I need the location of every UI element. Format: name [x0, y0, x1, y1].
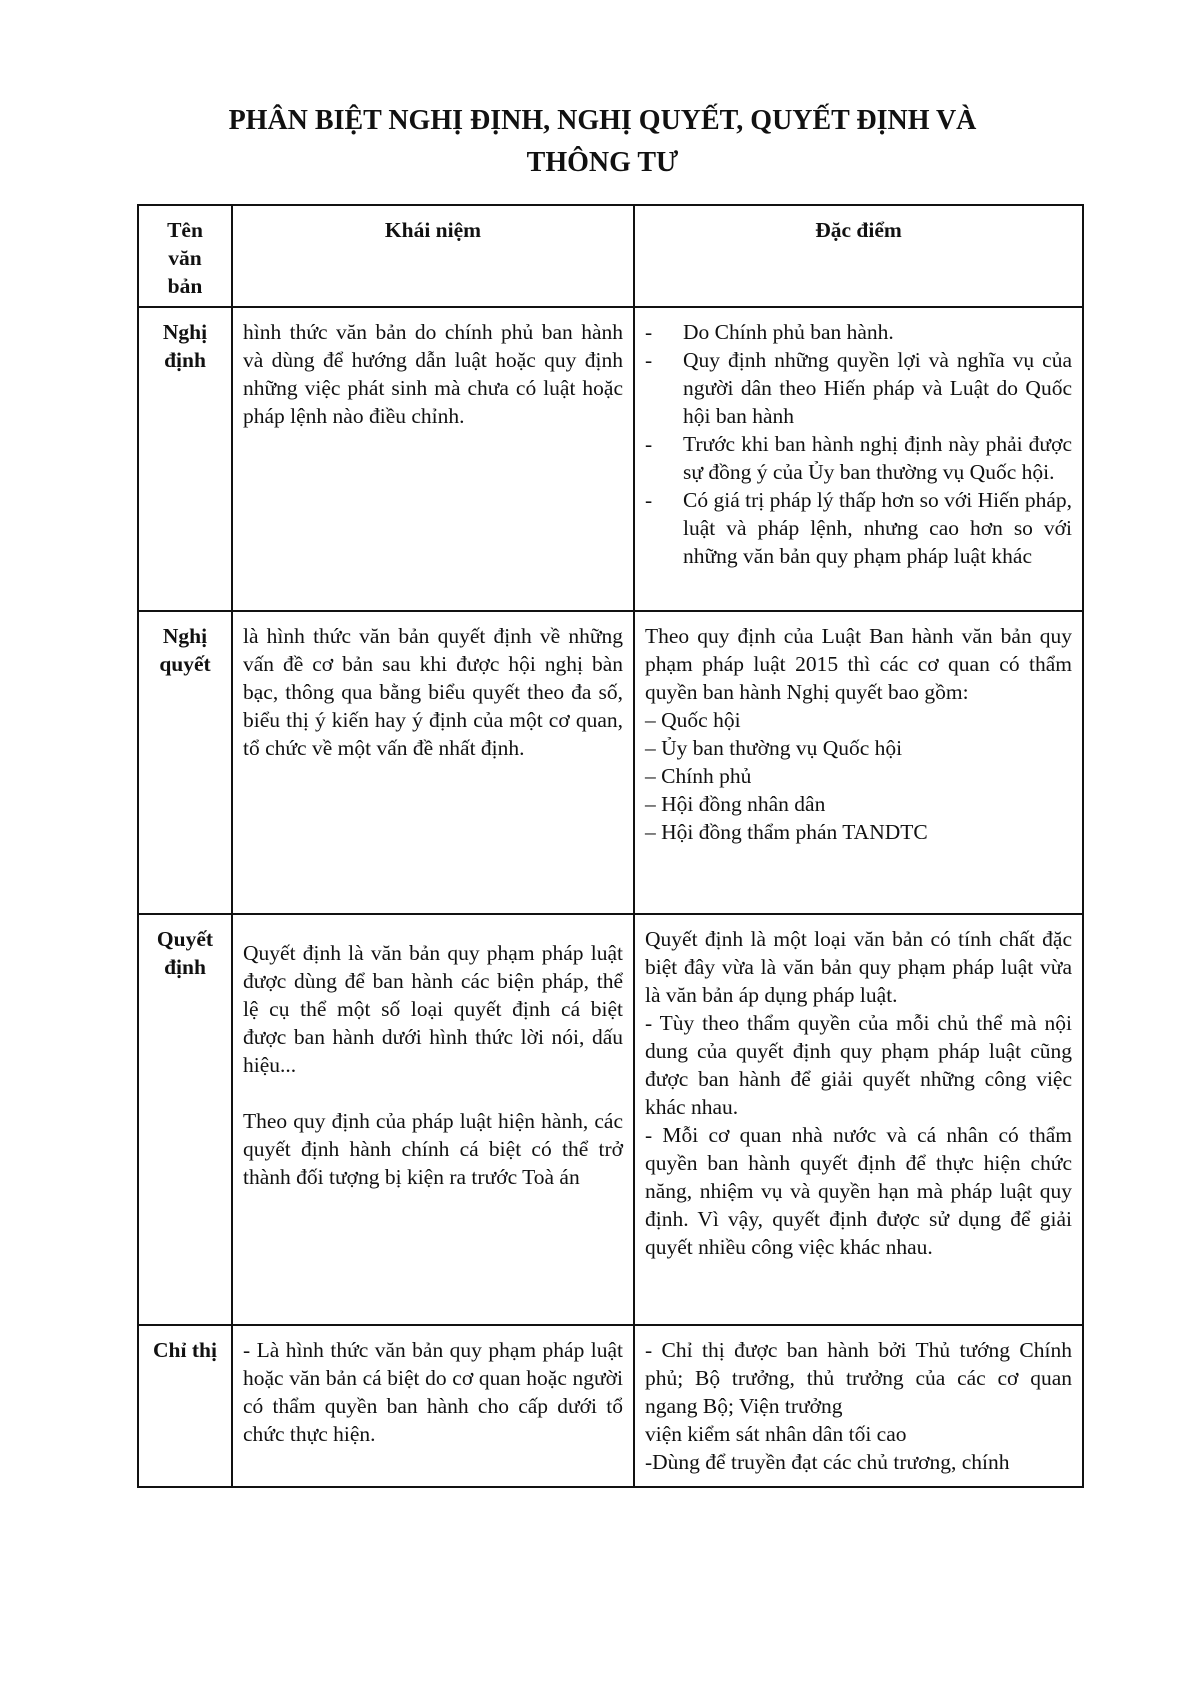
table-header-row: [138, 205, 1083, 307]
table-row: [138, 611, 1083, 914]
header-concept: Khái niệm: [232, 205, 634, 307]
header-document-name: Tên văn bản: [138, 205, 232, 307]
list-item: - Trước khi ban hành nghị định này phải được sự đồng ý của Ủy ban thường vụ Quốc hội.: [645, 430, 1072, 486]
title-line-2: THÔNG TƯ: [526, 147, 679, 178]
list-item: – Ủy ban thường vụ Quốc hội: [645, 736, 903, 760]
row-name: Chỉ thị: [138, 1325, 232, 1487]
row-concept: [232, 307, 634, 611]
header-features: Đặc điểm: [634, 205, 1083, 307]
features-paragraph: - Tùy theo thẩm quyền của mỗi chủ thể mà nội dung của quyết định quy phạm pháp luật cũng được ban hành để giải quyết những công việc khác nhau.: [645, 1011, 1072, 1119]
row-features: [634, 611, 1083, 914]
features-paragraph: viện kiểm sát nhân dân tối cao: [645, 1422, 907, 1446]
row-concept: [232, 611, 634, 914]
concept-paragraph: Quyết định là văn bản quy phạm pháp luật được dùng để ban hành các biện pháp, thể lệ cụ thể một số loại quyết định cá biệt được ban hành dưới hình thức lời nói, dấu hiệu...: [243, 941, 623, 1077]
row-name: Nghị quyết: [138, 611, 232, 914]
list-item: – Chính phủ: [645, 764, 752, 788]
features-list: [645, 318, 1072, 570]
table-row: [138, 914, 1083, 1325]
row-features: [634, 914, 1083, 1325]
list-item: – Hội đồng thẩm phán TANDTC: [645, 820, 928, 844]
list-item: – Hội đồng nhân dân: [645, 792, 826, 816]
features-paragraph: Quyết định là một loại văn bản có tính chất đặc biệt đây vừa là văn bản quy phạm pháp luật vừa là văn bản áp dụng pháp luật.: [645, 927, 1072, 1007]
list-item: - Do Chính phủ ban hành.: [645, 318, 1072, 346]
row-features: [634, 307, 1083, 611]
row-concept: [232, 1325, 634, 1487]
concept-paragraph: Theo quy định của pháp luật hiện hành, các quyết định hành chính cá biệt có thể trở thành đối tượng bị kiện ra trước Toà án: [243, 1109, 623, 1189]
row-name: Quyết định: [138, 914, 232, 1325]
features-paragraph: - Chỉ thị được ban hành bởi Thủ tướng Chính phủ; Bộ trưởng, thủ trưởng của các cơ quan ngang Bộ; Viện trưởng: [645, 1338, 1072, 1418]
concept-paragraph: - Là hình thức văn bản quy phạm pháp luật hoặc văn bản cá biệt do cơ quan hoặc người có thẩm quyền ban hành cho cấp dưới tổ chức thực hiện.: [243, 1338, 623, 1446]
features-intro: Theo quy định của Luật Ban hành văn bản quy phạm pháp luật 2015 thì các cơ quan có thẩm quyền ban hành Nghị quyết bao gồm:: [645, 624, 1072, 704]
features-paragraph: -Dùng để truyền đạt các chủ trương, chính: [645, 1450, 1010, 1474]
features-list: [645, 706, 1072, 846]
list-item: - Quy định những quyền lợi và nghĩa vụ của người dân theo Hiến pháp và Luật do Quốc hội ban hành: [645, 346, 1072, 430]
list-item: – Quốc hội: [645, 708, 741, 732]
concept-paragraph: hình thức văn bản do chính phủ ban hành và dùng để hướng dẫn luật hoặc quy định những việc phát sinh mà chưa có luật hoặc pháp lệnh nào điều chỉnh.: [243, 320, 623, 428]
list-item: - Có giá trị pháp lý thấp hơn so với Hiến pháp, luật và pháp lệnh, nhưng cao hơn so với những văn bản quy phạm pháp luật khác: [645, 486, 1072, 570]
row-name: Nghị định: [138, 307, 232, 611]
row-features: [634, 1325, 1083, 1487]
title-line-1: PHÂN BIỆT NGHỊ ĐỊNH, NGHỊ QUYẾT, QUYẾT ĐỊNH VÀ: [228, 105, 977, 136]
row-concept: [232, 914, 634, 1325]
comparison-table: [137, 204, 1084, 1488]
table-row: [138, 1325, 1083, 1487]
table-row: [138, 307, 1083, 611]
concept-paragraph: là hình thức văn bản quyết định về những vấn đề cơ bản sau khi được hội nghị bàn bạc, thông qua bằng biểu quyết theo đa số, biểu thị ý kiến hay ý định của một cơ quan, tổ chức về một vấn đề nhất định.: [243, 624, 623, 760]
features-paragraph: - Mỗi cơ quan nhà nước và cá nhân có thẩm quyền ban hành quyết định để thực hiện chức năng, nhiệm vụ và quyền hạn mà pháp luật quy định. Vì vậy, quyết định được sử dụng để giải quyết nhiều công việc khác nhau.: [645, 1123, 1072, 1259]
document-title: [140, 100, 1065, 184]
